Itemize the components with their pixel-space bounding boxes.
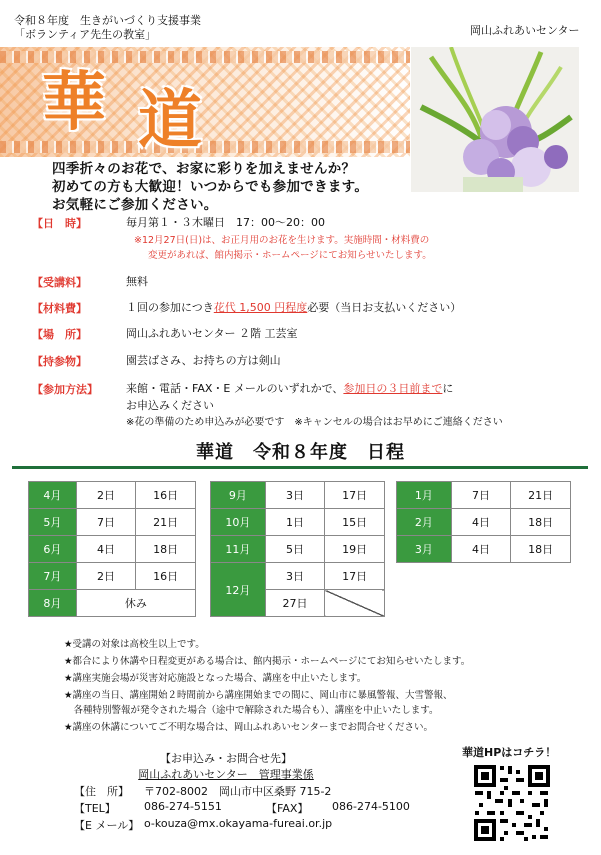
- intro-line-3: お気軽にご参加ください。: [52, 197, 218, 213]
- date-cell: 4日: [451, 536, 511, 563]
- tel-label: 【TEL】: [74, 802, 116, 815]
- table-row: [29, 563, 196, 590]
- date-label: 【日 時】: [32, 217, 87, 230]
- header-program-line: 令和８年度 生きがいづくり支援事業: [14, 14, 201, 27]
- qr-code-icon[interactable]: [472, 763, 552, 843]
- notice-3: ★講座実施会場が災害対応施設となった場合、講座を中止いたします。: [64, 673, 367, 684]
- place-label: 【場 所】: [32, 328, 87, 341]
- fax-label: 【FAX】: [266, 802, 309, 815]
- month-cell: 8月: [29, 590, 77, 617]
- month-cell: 4月: [29, 482, 77, 509]
- title-char-ka: 華: [42, 65, 106, 140]
- holiday-cell: 休み: [76, 590, 195, 617]
- notice-1: ★受講の対象は高校生以上です。: [64, 639, 205, 650]
- table-row: [29, 509, 196, 536]
- month-cell: 11月: [211, 536, 266, 563]
- method-value: [126, 381, 453, 397]
- fee-value: 無料: [126, 275, 148, 288]
- contact-heading: 【お申込み・お問合せ先】: [160, 752, 292, 765]
- date-note-1: ※12月27日(日)は、お正月用のお花を生けます。実施時間・材料費の: [134, 235, 430, 246]
- date-cell: 16日: [136, 563, 196, 590]
- date-cell: 4日: [451, 509, 511, 536]
- fee-label: 【受講料】: [32, 276, 87, 289]
- date-cell: 5日: [265, 536, 325, 563]
- method-value-post: に: [442, 382, 454, 395]
- email-label: 【E メール】: [74, 819, 140, 832]
- date-cell: 21日: [136, 509, 196, 536]
- date-cell: 3日: [265, 482, 325, 509]
- material-cost: 花代 1,500 円程度: [213, 301, 308, 314]
- date-cell: 18日: [511, 536, 571, 563]
- email-value: o-kouza@mx.okayama-fureai.or.jp: [144, 817, 333, 830]
- date-cell: 16日: [136, 482, 196, 509]
- table-row: [211, 482, 385, 509]
- date-cell: 15日: [325, 509, 385, 536]
- date-cell: 27日: [265, 590, 325, 617]
- place-value: 岡山ふれあいセンター ２階 工芸室: [126, 327, 298, 340]
- month-cell: 12月: [211, 563, 266, 617]
- table-row: [29, 590, 196, 617]
- title-char-dou: 道: [138, 83, 202, 157]
- schedule-table-jan-mar: [396, 481, 571, 563]
- table-row: [211, 536, 385, 563]
- date-cell: 19日: [325, 536, 385, 563]
- month-cell: 6月: [29, 536, 77, 563]
- contact-organization: 岡山ふれあいセンター 管理事業係: [138, 768, 314, 781]
- schedule-title: 華道 令和８年度 日程: [196, 442, 405, 463]
- method-line-2: お申込みください: [126, 399, 214, 412]
- tel-value: 086-274-5151: [144, 800, 222, 813]
- title-banner: [0, 47, 410, 157]
- address-value: 〒702-8002 岡山市中区桑野 715-2: [144, 785, 332, 798]
- fax-value: 086-274-5100: [332, 800, 410, 813]
- date-cell: 17日: [325, 482, 385, 509]
- table-row: [29, 482, 196, 509]
- month-cell: 3月: [397, 536, 452, 563]
- date-cell: 7日: [76, 509, 136, 536]
- date-cell: 4日: [76, 536, 136, 563]
- month-cell: 9月: [211, 482, 266, 509]
- month-cell: 10月: [211, 509, 266, 536]
- header-organization: 岡山ふれあいセンター: [470, 24, 580, 37]
- date-cell: 21日: [511, 482, 571, 509]
- material-value: [126, 300, 461, 316]
- date-value: 毎月第１・３木曜日 17：00～20：00: [126, 216, 325, 229]
- month-cell: 7月: [29, 563, 77, 590]
- date-cell: 18日: [136, 536, 196, 563]
- date-cell: 7日: [451, 482, 511, 509]
- schedule-table-sep-dec: [210, 481, 385, 617]
- bring-value: 園芸ばさみ、お持ちの方は剣山: [126, 354, 281, 367]
- method-value-pre: 来館・電話・FAX・E メールのいずれかで、: [126, 382, 344, 395]
- intro-line-1: 四季折々のお花で、お家に彩りを加えませんか？: [52, 161, 356, 177]
- date-note-2: 変更があれば、館内掲示・ホームページにてお知らせいたします。: [148, 250, 432, 261]
- table-row: [397, 509, 571, 536]
- table-row: [397, 536, 571, 563]
- table-row: [29, 536, 196, 563]
- notice-6: ★講座の休講についてご不明な場合は、岡山ふれあいセンターまでお問合せください。: [64, 722, 433, 733]
- schedule-divider: [12, 466, 588, 469]
- material-label: 【材料費】: [32, 302, 87, 315]
- material-value-post: 必要（当日お支払いください）: [307, 301, 462, 314]
- table-row: [211, 509, 385, 536]
- table-row: [397, 482, 571, 509]
- material-value-pre: １回の参加につき: [126, 301, 214, 314]
- date-cell: 2日: [76, 563, 136, 590]
- date-cell: 18日: [511, 509, 571, 536]
- method-label: 【参加方法】: [32, 383, 98, 396]
- date-cell: 1日: [265, 509, 325, 536]
- address-label: 【住 所】: [74, 785, 129, 798]
- intro-line-2: 初めての方も大歓迎！いつからでも参加できます。: [52, 179, 369, 195]
- date-cell: 2日: [76, 482, 136, 509]
- month-cell: 5月: [29, 509, 77, 536]
- table-row: [211, 563, 385, 590]
- schedule-table-apr-aug: [28, 481, 196, 617]
- flower-arrangement-photo: [411, 47, 579, 192]
- bring-label: 【持参物】: [32, 355, 87, 368]
- notice-5: 各種特別警報が発令された場合（途中で解除された場合も）、講座を中止いたします。: [64, 705, 439, 716]
- method-deadline: 参加日の３日前まで: [343, 382, 443, 395]
- month-cell: 2月: [397, 509, 452, 536]
- method-line-3: ※花の準備のため申込みが必要です ※キャンセルの場合はお早めにご連絡ください: [126, 417, 503, 428]
- qr-caption: 華道HPはコチラ！: [462, 746, 557, 759]
- date-cell: 17日: [325, 563, 385, 590]
- month-cell: 1月: [397, 482, 452, 509]
- date-cell: 3日: [265, 563, 325, 590]
- notice-2: ★都合により休講や日程変更がある場合は、館内掲示・ホームページにてお知らせいたします。: [64, 656, 471, 667]
- header-class-name: 「ボランティア先生の教室」: [14, 28, 157, 41]
- notice-4: ★講座の当日、講座開始２時間前から講座開始までの間に、岡山市に暴風警報、大雪警報、: [64, 690, 453, 701]
- empty-cell: [325, 590, 385, 617]
